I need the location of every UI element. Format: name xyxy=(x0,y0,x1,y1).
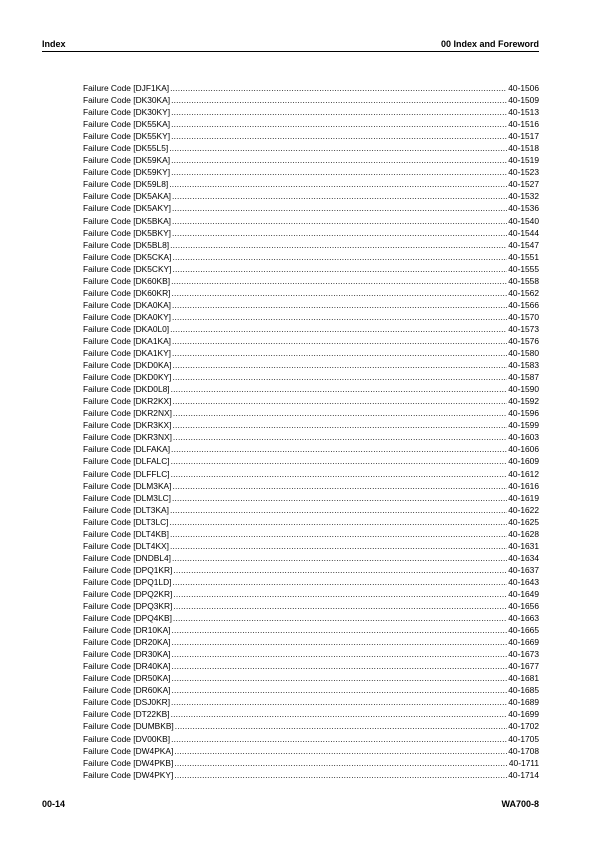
index-entry[interactable] xyxy=(83,624,539,636)
dot-leader xyxy=(171,275,507,287)
index-entry-label: Failure Code [DLT3LC] xyxy=(83,516,169,527)
index-entry-label: Failure Code [DLM3LC] xyxy=(83,492,171,503)
index-entry[interactable] xyxy=(83,227,539,239)
index-entry-label: Failure Code [DK60KB] xyxy=(83,275,171,286)
dot-leader xyxy=(172,480,507,492)
index-entry-page: 40-1590 xyxy=(508,384,539,395)
index-entry-page: 40-1689 xyxy=(508,697,539,708)
dot-leader xyxy=(173,564,507,576)
index-entry[interactable] xyxy=(83,672,539,684)
dot-leader xyxy=(170,504,507,516)
index-entry-label: Failure Code [DKD0KA] xyxy=(83,360,172,371)
index-entry-page: 40-1540 xyxy=(508,215,539,226)
index-entry[interactable] xyxy=(83,540,539,552)
index-entry[interactable] xyxy=(83,443,539,455)
index-entry-label: Failure Code [DPQ1LD] xyxy=(83,576,172,587)
index-entry-page: 40-1519 xyxy=(508,155,539,166)
index-entry[interactable] xyxy=(83,600,539,612)
index-entry-label: Failure Code [DK59KA] xyxy=(83,155,171,166)
index-entry[interactable] xyxy=(83,636,539,648)
index-entry-label: Failure Code [DKD0L8] xyxy=(83,384,170,395)
dot-leader xyxy=(173,431,507,443)
dot-leader xyxy=(172,215,507,227)
dot-leader xyxy=(170,82,507,94)
index-entry-page: 40-1517 xyxy=(508,131,539,142)
index-entry[interactable] xyxy=(83,552,539,564)
dot-leader xyxy=(171,468,508,480)
index-entry-label: Failure Code [DKA0KA] xyxy=(83,299,171,310)
index-entry-page: 40-1527 xyxy=(508,179,539,190)
index-entry-page: 40-1592 xyxy=(508,396,539,407)
index-entry-label: Failure Code [DK5BKY] xyxy=(83,227,171,238)
dot-leader xyxy=(175,720,507,732)
index-entry-label: Failure Code [DUMBKB] xyxy=(83,721,174,732)
dot-leader xyxy=(173,588,507,600)
index-entry[interactable] xyxy=(83,311,539,323)
index-entry[interactable] xyxy=(83,335,539,347)
index-entry-page: 40-1606 xyxy=(508,444,539,455)
index-entry-page: 40-1677 xyxy=(508,661,539,672)
dot-leader xyxy=(172,624,508,636)
index-entry[interactable] xyxy=(83,383,539,395)
dot-leader xyxy=(173,600,507,612)
dot-leader xyxy=(172,359,507,371)
index-entry[interactable] xyxy=(83,588,539,600)
index-entry-label: Failure Code [DPQ4KB] xyxy=(83,613,172,624)
index-entry-page: 40-1616 xyxy=(508,480,539,491)
index-entry-page: 40-1570 xyxy=(508,311,539,322)
index-entry-page: 40-1669 xyxy=(508,637,539,648)
index-entry-label: Failure Code [DK55KA] xyxy=(83,119,171,130)
index-entry-page: 40-1523 xyxy=(508,167,539,178)
index-entry-page: 40-1573 xyxy=(508,323,539,334)
dot-leader xyxy=(170,516,508,528)
index-entry-page: 40-1536 xyxy=(508,203,539,214)
dot-leader xyxy=(171,455,508,467)
dot-leader xyxy=(170,323,507,335)
dot-leader xyxy=(172,419,507,431)
index-entry-page: 40-1656 xyxy=(508,601,539,612)
header-divider xyxy=(42,51,539,52)
index-entry-label: Failure Code [DSJ0KR] xyxy=(83,697,171,708)
index-entry-page: 40-1663 xyxy=(508,613,539,624)
index-entry-page: 40-1637 xyxy=(508,564,539,575)
dot-leader xyxy=(173,407,507,419)
index-entry-page: 40-1699 xyxy=(508,709,539,720)
dot-leader xyxy=(172,395,507,407)
index-entry[interactable] xyxy=(83,757,539,769)
dot-leader xyxy=(169,178,507,190)
index-entry[interactable] xyxy=(83,323,539,335)
index-entry-page: 40-1513 xyxy=(508,107,539,118)
index-entry-label: Failure Code [DLT3KA] xyxy=(83,504,169,515)
index-entry-page: 40-1587 xyxy=(508,372,539,383)
index-entry[interactable] xyxy=(83,371,539,383)
dot-leader xyxy=(172,672,508,684)
page-header xyxy=(42,37,539,51)
dot-leader xyxy=(172,335,507,347)
dot-leader xyxy=(170,540,507,552)
dot-leader xyxy=(172,684,508,696)
index-entry[interactable] xyxy=(83,419,539,431)
index-entry[interactable] xyxy=(83,468,539,480)
index-entry-label: Failure Code [DW4PKY] xyxy=(83,769,174,780)
index-entry-label: Failure Code [DK5BKA] xyxy=(83,215,171,226)
index-entry-label: Failure Code [DKR2KX] xyxy=(83,396,172,407)
index-entry-page: 40-1551 xyxy=(508,251,539,262)
index-entry-page: 40-1599 xyxy=(508,420,539,431)
index-entry-page: 40-1631 xyxy=(508,540,539,551)
index-entry-label: Failure Code [DPQ3KR] xyxy=(83,601,173,612)
dot-leader xyxy=(172,371,507,383)
dot-leader xyxy=(172,251,507,263)
index-entry-label: Failure Code [DK5CKA] xyxy=(83,251,172,262)
index-entry-page: 40-1544 xyxy=(508,227,539,238)
index-entry[interactable] xyxy=(83,178,539,190)
index-entry-label: Failure Code [DR40KA] xyxy=(83,661,171,672)
index-entry-page: 40-1685 xyxy=(508,685,539,696)
index-entry-label: Failure Code [DK5AKA] xyxy=(83,191,171,202)
index-entry[interactable] xyxy=(83,287,539,299)
index-entry[interactable] xyxy=(83,347,539,359)
index-entry-page: 40-1702 xyxy=(508,721,539,732)
index-entry-label: Failure Code [DK30KA] xyxy=(83,95,171,106)
index-entry-label: Failure Code [DPQ2KR] xyxy=(83,588,173,599)
index-entry-page: 40-1603 xyxy=(508,432,539,443)
index-entry-label: Failure Code [DK5BL8] xyxy=(83,239,170,250)
index-entry-page: 40-1518 xyxy=(508,143,539,154)
index-entry-label: Failure Code [DK59L8] xyxy=(83,179,169,190)
index-entry[interactable] xyxy=(83,251,539,263)
index-entry-label: Failure Code [DK55KY] xyxy=(83,131,171,142)
index-entry-page: 40-1681 xyxy=(508,673,539,684)
index-entry-page: 40-1566 xyxy=(508,299,539,310)
index-entry-page: 40-1622 xyxy=(508,504,539,515)
dot-leader xyxy=(171,166,507,178)
index-entry[interactable] xyxy=(83,359,539,371)
index-entry[interactable] xyxy=(83,166,539,178)
dot-leader xyxy=(172,552,507,564)
index-entry[interactable] xyxy=(83,82,539,94)
index-entry-label: Failure Code [DR50KA] xyxy=(83,673,171,684)
dot-leader xyxy=(171,94,507,106)
dot-leader xyxy=(172,190,507,202)
index-entry-page: 40-1665 xyxy=(508,625,539,636)
dot-leader xyxy=(170,528,507,540)
dot-leader xyxy=(172,311,507,323)
page-footer xyxy=(42,797,539,811)
dot-leader xyxy=(172,492,507,504)
index-entry-page: 40-1547 xyxy=(508,239,539,250)
dot-leader xyxy=(169,142,507,154)
index-entry[interactable] xyxy=(83,395,539,407)
index-entry-label: Failure Code [DPQ1KR] xyxy=(83,564,173,575)
index-entry-label: Failure Code [DR60KA] xyxy=(83,685,171,696)
index-entry-page: 40-1558 xyxy=(508,275,539,286)
index-entry[interactable] xyxy=(83,696,539,708)
index-entry[interactable] xyxy=(83,528,539,540)
index-entry-label: Failure Code [DLFFLC] xyxy=(83,468,170,479)
index-entry[interactable] xyxy=(83,202,539,214)
dot-leader xyxy=(170,239,507,251)
index-entry[interactable] xyxy=(83,407,539,419)
index-entry-page: 40-1708 xyxy=(508,745,539,756)
index-entry[interactable] xyxy=(83,720,539,732)
dot-leader xyxy=(174,745,507,757)
index-entry-page: 40-1609 xyxy=(508,456,539,467)
index-entry-label: Failure Code [DJF1KA] xyxy=(83,83,170,93)
dot-leader xyxy=(172,263,507,275)
dot-leader xyxy=(171,118,507,130)
index-entry-page: 40-1634 xyxy=(508,552,539,563)
dot-leader xyxy=(171,130,507,142)
index-entry[interactable] xyxy=(83,190,539,202)
index-entry-label: Failure Code [DKA0L0] xyxy=(83,323,170,334)
index-entry-page: 40-1705 xyxy=(508,733,539,744)
index-entry-label: Failure Code [DK55L5] xyxy=(83,143,169,154)
index-entry[interactable] xyxy=(83,480,539,492)
index-entry-page: 40-1612 xyxy=(508,468,539,479)
index-entry[interactable] xyxy=(83,684,539,696)
index-entry-label: Failure Code [DKR2NX] xyxy=(83,408,172,419)
index-entry-label: Failure Code [DNDBL4] xyxy=(83,552,171,563)
index-entry-label: Failure Code [DK5CKY] xyxy=(83,263,172,274)
dot-leader xyxy=(172,660,508,672)
index-entry-page: 40-1625 xyxy=(508,516,539,527)
index-entry[interactable] xyxy=(83,263,539,275)
index-entry-page: 40-1628 xyxy=(508,528,539,539)
index-entry[interactable] xyxy=(83,275,539,287)
index-entry-label: Failure Code [DLFAKA] xyxy=(83,444,171,455)
dot-leader xyxy=(172,227,507,239)
index-entry[interactable] xyxy=(83,455,539,467)
index-entry-label: Failure Code [DKA1KY] xyxy=(83,348,171,359)
index-entry[interactable] xyxy=(83,733,539,745)
index-entry-page: 40-1714 xyxy=(508,769,539,780)
index-entry[interactable] xyxy=(83,769,539,781)
index-entry-page: 40-1583 xyxy=(508,360,539,371)
dot-leader xyxy=(172,287,508,299)
index-entry-label: Failure Code [DR10KA] xyxy=(83,625,171,636)
index-entry[interactable] xyxy=(83,118,539,130)
index-entry-page: 40-1509 xyxy=(508,95,539,106)
dot-leader xyxy=(171,696,507,708)
index-entry[interactable] xyxy=(83,648,539,660)
index-entry-label: Failure Code [DLT4KX] xyxy=(83,540,169,551)
model-number: WA700-8 xyxy=(501,799,539,809)
index-entry[interactable] xyxy=(83,299,539,311)
header-section-title: Index xyxy=(42,39,66,49)
index-entry[interactable] xyxy=(83,708,539,720)
dot-leader xyxy=(173,612,507,624)
dot-leader xyxy=(172,202,507,214)
index-entry[interactable] xyxy=(83,660,539,672)
index-entry[interactable] xyxy=(83,142,539,154)
index-entry-label: Failure Code [DK30KY] xyxy=(83,107,171,118)
index-entry[interactable] xyxy=(83,215,539,227)
index-entry-page: 40-1596 xyxy=(508,408,539,419)
index-entry-page: 40-1619 xyxy=(508,492,539,503)
dot-leader xyxy=(171,733,507,745)
index-entry-label: Failure Code [DR20KA] xyxy=(83,637,171,648)
index-entry-page: 40-1555 xyxy=(508,263,539,274)
dot-leader xyxy=(174,769,507,781)
dot-leader xyxy=(174,757,508,769)
index-entry[interactable] xyxy=(83,576,539,588)
index-entry[interactable] xyxy=(83,745,539,757)
index-entry[interactable] xyxy=(83,492,539,504)
index-entry[interactable] xyxy=(83,94,539,106)
page-number: 00-14 xyxy=(42,799,66,809)
dot-leader xyxy=(171,106,507,118)
dot-leader xyxy=(171,383,508,395)
index-entry-label: Failure Code [DW4PKA] xyxy=(83,745,174,756)
index-entry-label: Failure Code [DKA1KA] xyxy=(83,335,171,346)
index-entry[interactable] xyxy=(83,504,539,516)
index-entry[interactable] xyxy=(83,154,539,166)
index-entry-label: Failure Code [DKD0KY] xyxy=(83,372,172,383)
index-entry-page: 40-1649 xyxy=(508,588,539,599)
index-list xyxy=(83,82,539,781)
index-entry-label: Failure Code [DKA0KY] xyxy=(83,311,171,322)
index-entry-page: 40-1576 xyxy=(508,335,539,346)
index-entry-page: 40-1532 xyxy=(508,191,539,202)
index-entry-page: 40-1643 xyxy=(508,576,539,587)
dot-leader xyxy=(171,708,508,720)
index-entry-label: Failure Code [DK5AKY] xyxy=(83,203,171,214)
dot-leader xyxy=(171,443,507,455)
index-entry[interactable] xyxy=(83,130,539,142)
dot-leader xyxy=(172,347,507,359)
index-entry-label: Failure Code [DKR3NX] xyxy=(83,432,172,443)
index-entry-label: Failure Code [DT22KB] xyxy=(83,709,170,720)
index-entry[interactable] xyxy=(83,564,539,576)
index-entry[interactable] xyxy=(83,106,539,118)
index-entry-label: Failure Code [DR30KA] xyxy=(83,649,171,660)
index-entry-page: 40-1506 xyxy=(508,83,539,93)
index-entry-page: 40-1516 xyxy=(508,119,539,130)
index-entry-label: Failure Code [DV00KB] xyxy=(83,733,171,744)
dot-leader xyxy=(172,636,508,648)
index-entry-label: Failure Code [DLT4KB] xyxy=(83,528,169,539)
index-entry-label: Failure Code [DLM3KA] xyxy=(83,480,172,491)
index-entry-label: Failure Code [DK60KR] xyxy=(83,287,171,298)
index-entry-label: Failure Code [DW4PKB] xyxy=(83,757,174,768)
index-entry[interactable] xyxy=(83,516,539,528)
index-entry-page: 40-1580 xyxy=(508,348,539,359)
index-entry-label: Failure Code [DK59KY] xyxy=(83,167,171,178)
dot-leader xyxy=(172,648,508,660)
index-entry[interactable] xyxy=(83,239,539,251)
dot-leader xyxy=(171,154,507,166)
index-entry-page: 40-1673 xyxy=(508,649,539,660)
index-entry-page: 40-1711 xyxy=(508,757,539,768)
index-entry[interactable] xyxy=(83,612,539,624)
dot-leader xyxy=(172,299,507,311)
index-entry-page: 40-1562 xyxy=(508,287,539,298)
index-entry[interactable] xyxy=(83,431,539,443)
index-entry-label: Failure Code [DKR3KX] xyxy=(83,420,172,431)
dot-leader xyxy=(172,576,507,588)
header-chapter-title: 00 Index and Foreword xyxy=(440,39,539,49)
index-entry-label: Failure Code [DLFALC] xyxy=(83,456,170,467)
